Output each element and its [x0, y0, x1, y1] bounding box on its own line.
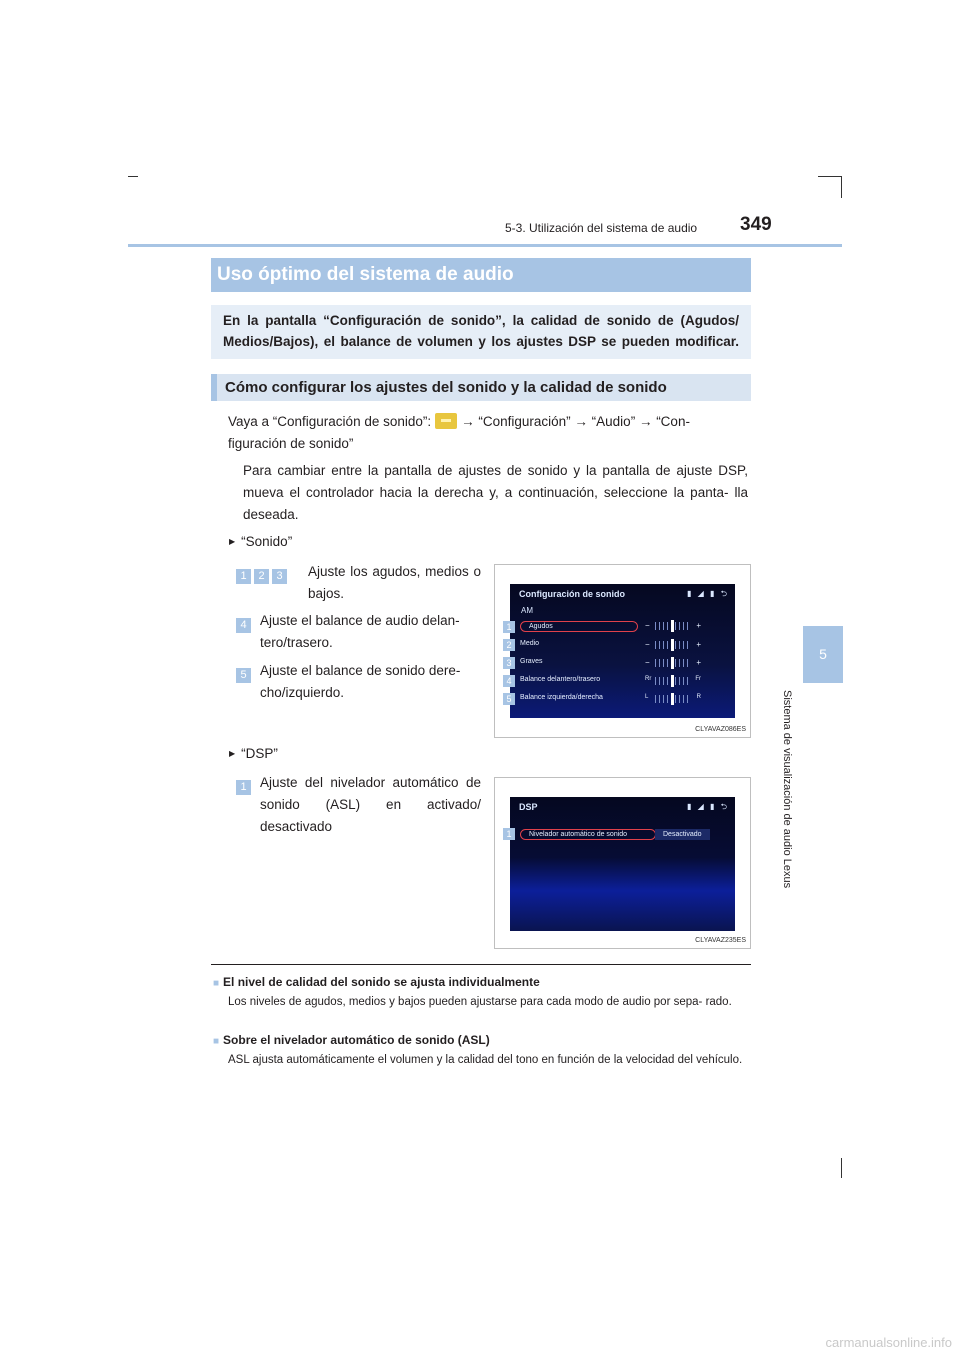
image-code: CLYAVAZ086ES — [695, 726, 746, 733]
mid-slider: − + — [645, 640, 701, 649]
callout-5: 5 — [503, 693, 515, 705]
note-body: Los niveles de agudos, medios y bajos pueden ajustarse para cada modo de audio por sepa- rado. — [228, 996, 732, 1008]
header-rule — [128, 244, 842, 247]
notes-rule — [211, 964, 751, 965]
dsp-settings-screenshot — [494, 777, 751, 949]
display-screen — [510, 584, 735, 718]
crop-mark — [841, 176, 842, 198]
image-code: CLYAVAZ235ES — [695, 937, 746, 944]
display-screen — [510, 797, 735, 931]
callout-2: 2 — [503, 639, 515, 651]
sound-settings-screenshot — [494, 564, 751, 738]
list-item: 4 Ajuste el balance de audio delan- tero/trasero. — [236, 610, 481, 656]
callout-4: 4 — [503, 675, 515, 687]
note-title: ■ Sobre el nivelador automático de sonido (ASL) — [213, 1033, 490, 1047]
subsection-title: Cómo configurar los ajustes del sonido y la calidad de sonido — [211, 374, 751, 401]
callout-1: 1 — [503, 621, 515, 633]
balance-slider: L R — [645, 694, 701, 704]
crop-mark — [841, 1158, 842, 1178]
running-header: 5-3. Utilización del sistema de audio — [505, 221, 698, 235]
intro-box: En la pantalla “Configuración de sonido”, la calidad de sonido de (Agudos/ Medios/Bajos), el balance de volumen y los ajustes DSP se pueden modificar. — [211, 305, 751, 359]
section-title: Uso óptimo del sistema de audio — [211, 258, 751, 292]
dsp-label: ▶ “DSP” — [229, 746, 278, 761]
row-treble: Agudos — [520, 621, 638, 632]
fader-slider: Rr Fr — [645, 676, 701, 686]
row-fader: Balance delantero/trasero — [520, 676, 601, 683]
page-number: 349 — [740, 214, 772, 235]
row-balance: Balance izquierda/derecha — [520, 694, 603, 701]
callout-1: 1 — [503, 828, 515, 840]
screen-title: Configuración de sonido — [519, 589, 625, 599]
screen-title: DSP — [519, 802, 538, 812]
note-title: ■ El nivel de calidad del sonido se ajusta individualmente — [213, 975, 540, 989]
row-mid: Medio — [520, 640, 540, 647]
status-icons: ▮ ◢ ▮ ⮌ — [686, 589, 729, 598]
row-asl: Nivelador automático de sonido — [520, 829, 656, 840]
sonido-label: ▶ “Sonido” — [229, 534, 292, 549]
list-item: 5 Ajuste el balance de sonido dere- cho/izquierdo. — [236, 660, 481, 706]
chapter-tab: 5 — [803, 626, 843, 683]
watermark: carmanualsonline.info — [825, 1335, 952, 1350]
row-bass: Graves — [520, 658, 543, 665]
chapter-side-label: Sistema de visualización de audio Lexus — [781, 690, 793, 889]
menu-button-icon — [435, 413, 457, 429]
treble-slider: − + — [645, 621, 701, 630]
list-item: 1 2 3 Ajuste los agudos, medios o bajos. — [236, 561, 481, 607]
note-body: ASL ajusta automáticamente el volumen y la calidad del tono en función de la velocidad del vehículo. — [228, 1054, 743, 1066]
nav-path: Vaya a “Configuración de sonido”: → “Configuración” → “Audio” → “Con- figuración de sonido” — [228, 414, 690, 451]
callout-3: 3 — [503, 657, 515, 669]
list-item: 1 Ajuste del nivelador automático de sonido (ASL) en activado/ desactivado — [236, 772, 481, 842]
screen-source: AM — [521, 606, 533, 615]
status-icons: ▮ ◢ ▮ ⮌ — [686, 802, 729, 811]
crop-mark — [818, 176, 842, 177]
crop-mark — [128, 176, 138, 177]
bass-slider: − + — [645, 658, 701, 667]
tip-text: Para cambiar entre la pantalla de ajustes de sonido y la pantalla de ajuste DSP, mueva el controlador hacia la derecha y, a continuación, seleccione la panta- lla deseada. — [243, 463, 748, 522]
asl-toggle: Desactivado — [655, 829, 710, 840]
